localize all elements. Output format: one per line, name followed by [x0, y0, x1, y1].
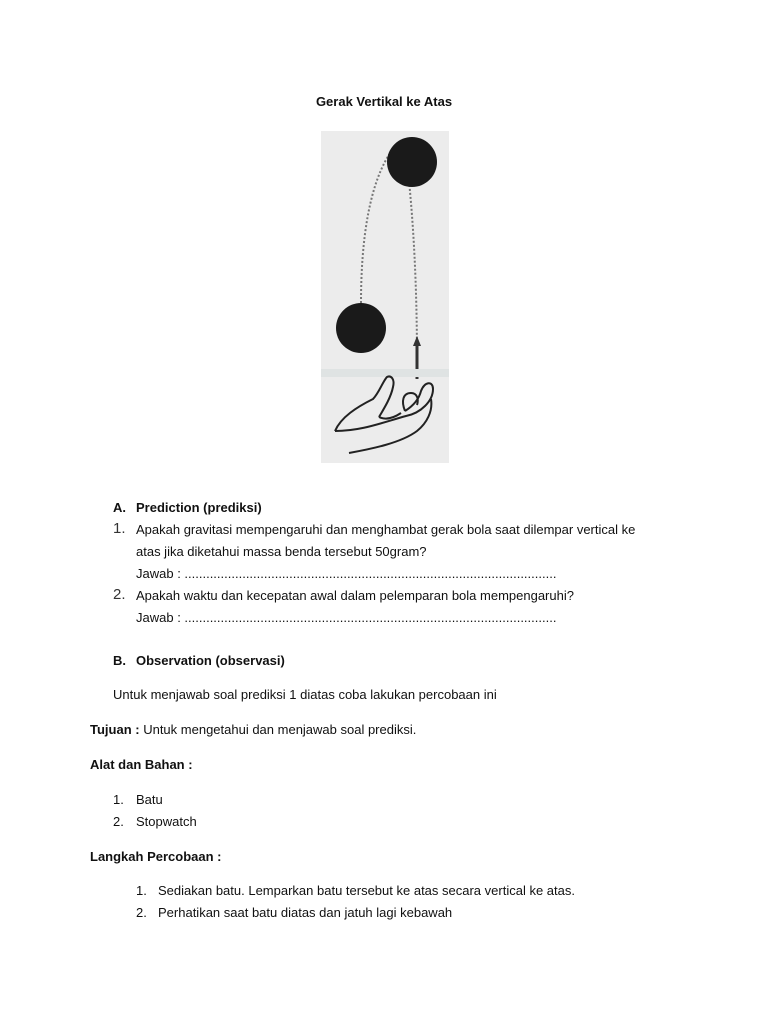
alat-item-1: Batu — [136, 792, 163, 807]
section-b-letter: B. — [113, 653, 126, 668]
question-1-number: 1. — [113, 520, 126, 537]
tujuan-paragraph — [90, 722, 416, 737]
ball-throw-illustration — [321, 131, 449, 463]
langkah-item-1-number: 1. — [136, 883, 147, 898]
langkah-heading: Langkah Percobaan : — [90, 849, 222, 864]
question-1-answer-line: Jawab : ....................................................................................................... — [136, 566, 557, 581]
question-1-line1: Apakah gravitasi mempengaruhi dan menghambat gerak bola saat dilempar vertical ke — [136, 522, 636, 537]
section-a-heading: Prediction (prediksi) — [136, 500, 262, 515]
section-a-letter: A. — [113, 500, 126, 515]
section-b-heading: Observation (observasi) — [136, 653, 285, 668]
page-title: Gerak Vertikal ke Atas — [315, 94, 453, 109]
langkah-item-1: Sediakan batu. Lemparkan batu tersebut ke atas secara vertical ke atas. — [158, 883, 575, 898]
question-2-number: 2. — [113, 586, 126, 603]
question-1-line2: atas jika diketahui massa benda tersebut 50gram? — [136, 544, 427, 559]
alat-item-2-number: 2. — [113, 814, 124, 829]
tujuan-text: Untuk mengetahui dan menjawab soal prediksi. — [139, 722, 417, 737]
tujuan-label: Tujuan : — [90, 722, 140, 737]
alat-item-1-number: 1. — [113, 792, 124, 807]
section-b-intro: Untuk menjawab soal prediksi 1 diatas coba lakukan percobaan ini — [113, 687, 497, 702]
ball-thrown-vertically-figure — [321, 131, 449, 463]
alat-item-2: Stopwatch — [136, 814, 197, 829]
alat-heading: Alat dan Bahan : — [90, 757, 193, 772]
question-2-line1: Apakah waktu dan kecepatan awal dalam pelemparan bola mempengaruhi? — [136, 588, 574, 603]
langkah-item-2-number: 2. — [136, 905, 147, 920]
question-2-answer-line: Jawab : ....................................................................................................... — [136, 610, 557, 625]
langkah-item-2: Perhatikan saat batu diatas dan jatuh lagi kebawah — [158, 905, 453, 920]
